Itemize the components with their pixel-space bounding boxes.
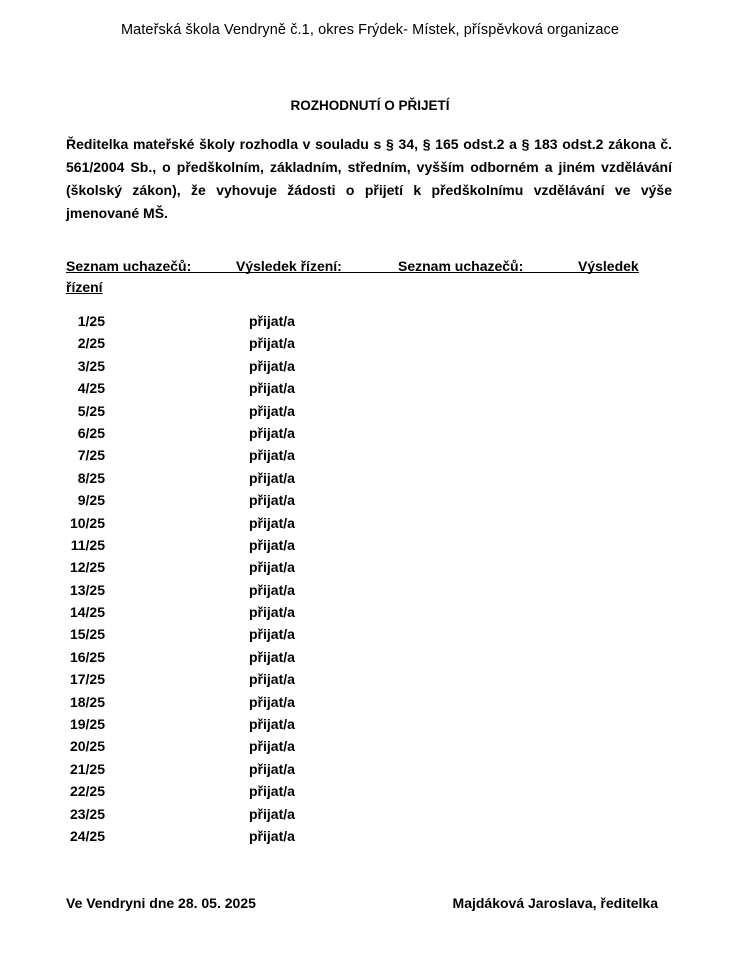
applicant-number: 19/25 (69, 716, 105, 733)
applicant-result: přijat/a (249, 648, 295, 665)
list-item (66, 713, 466, 735)
applicant-number: 7/25 (77, 447, 105, 464)
list-item (66, 310, 466, 332)
list-item (66, 825, 466, 847)
list-item (66, 646, 466, 668)
applicant-result: přijat/a (249, 559, 295, 576)
list-item (66, 422, 466, 444)
applicant-result: přijat/a (249, 738, 295, 755)
applicant-result: přijat/a (249, 783, 295, 800)
col-result-1: Výsledek řízení: (236, 258, 342, 274)
applicant-number: 12/25 (69, 559, 105, 576)
list-item (66, 668, 466, 690)
col-applicants-1: Seznam uchazečů: (66, 258, 192, 274)
applicant-result: přijat/a (249, 581, 295, 598)
list-item (66, 601, 466, 623)
applicant-result: přijat/a (249, 805, 295, 822)
applicant-number: 3/25 (77, 357, 105, 374)
applicant-number: 18/25 (69, 693, 105, 710)
applicant-number: 23/25 (69, 805, 105, 822)
applicant-list (66, 310, 466, 847)
applicant-number: 16/25 (69, 648, 105, 665)
list-item (66, 579, 466, 601)
col-result-2: Výsledek (578, 258, 639, 274)
col-result-2-continued: řízení (66, 279, 103, 295)
applicant-number: 13/25 (69, 581, 105, 598)
school-header: Mateřská škola Vendryně č.1, okres Frýdek- Místek, příspěvková organizace (120, 22, 620, 38)
list-item (66, 758, 466, 780)
list-item (66, 332, 466, 354)
applicant-result: přijat/a (249, 626, 295, 643)
list-item (66, 780, 466, 802)
applicant-number: 6/25 (77, 424, 105, 441)
applicant-number: 9/25 (77, 492, 105, 509)
list-item (66, 735, 466, 757)
applicant-result: přijat/a (249, 760, 295, 777)
applicant-result: přijat/a (249, 492, 295, 509)
page-title: ROZHODNUTÍ O PŘIJETÍ (290, 98, 450, 113)
list-item (66, 377, 466, 399)
list-item (66, 623, 466, 645)
applicant-number: 11/25 (70, 536, 105, 553)
applicant-number: 15/25 (69, 626, 105, 643)
list-item (66, 444, 466, 466)
list-item (66, 467, 466, 489)
applicant-result: přijat/a (249, 357, 295, 374)
applicant-number: 24/25 (69, 827, 105, 844)
applicant-result: přijat/a (249, 536, 295, 553)
applicant-number: 2/25 (77, 335, 105, 352)
list-item (66, 803, 466, 825)
signature: Majdáková Jaroslava, ředitelka (452, 895, 658, 911)
applicant-number: 20/25 (69, 738, 105, 755)
applicant-result: přijat/a (249, 514, 295, 531)
applicant-number: 21/25 (69, 760, 105, 777)
applicant-number: 4/25 (77, 380, 105, 397)
decision-text: Ředitelka mateřské školy rozhodla v souladu s § 34, § 165 odst.2 a § 183 odst.2 zákona č. 561/2004 Sb., o předškolním, základním, středním, vyšším odborném a jiném vzdělávání (školský zákon), že vyhovuje žádosti o přijetí k předškolnímu vzdělávání ve výše jmenované MŠ. (66, 136, 672, 221)
applicant-result: přijat/a (249, 604, 295, 621)
applicant-number: 10/25 (69, 514, 105, 531)
applicant-result: přijat/a (249, 469, 295, 486)
applicant-result: přijat/a (249, 424, 295, 441)
list-item (66, 556, 466, 578)
list-item (66, 534, 466, 556)
place-date: Ve Vendryni dne 28. 05. 2025 (66, 895, 256, 911)
applicant-result: přijat/a (249, 380, 295, 397)
list-item (66, 512, 466, 534)
applicant-result: přijat/a (249, 402, 295, 419)
list-item (66, 691, 466, 713)
applicant-result: přijat/a (249, 716, 295, 733)
list-item (66, 400, 466, 422)
applicant-result: přijat/a (249, 313, 295, 329)
list-header (66, 255, 641, 301)
applicant-result: přijat/a (249, 827, 295, 844)
applicant-number: 1/25 (77, 313, 105, 329)
applicant-result: přijat/a (249, 447, 295, 464)
applicant-number: 14/25 (69, 604, 105, 621)
list-item (66, 489, 466, 511)
applicant-result: přijat/a (249, 671, 295, 688)
col-applicants-2: Seznam uchazečů: (398, 258, 524, 274)
applicant-number: 5/25 (77, 402, 105, 419)
list-item (66, 355, 466, 377)
applicant-result: přijat/a (249, 335, 295, 352)
applicant-result: přijat/a (249, 693, 295, 710)
applicant-number: 17/25 (69, 671, 105, 688)
applicant-number: 8/25 (77, 469, 105, 486)
applicant-number: 22/25 (69, 783, 105, 800)
